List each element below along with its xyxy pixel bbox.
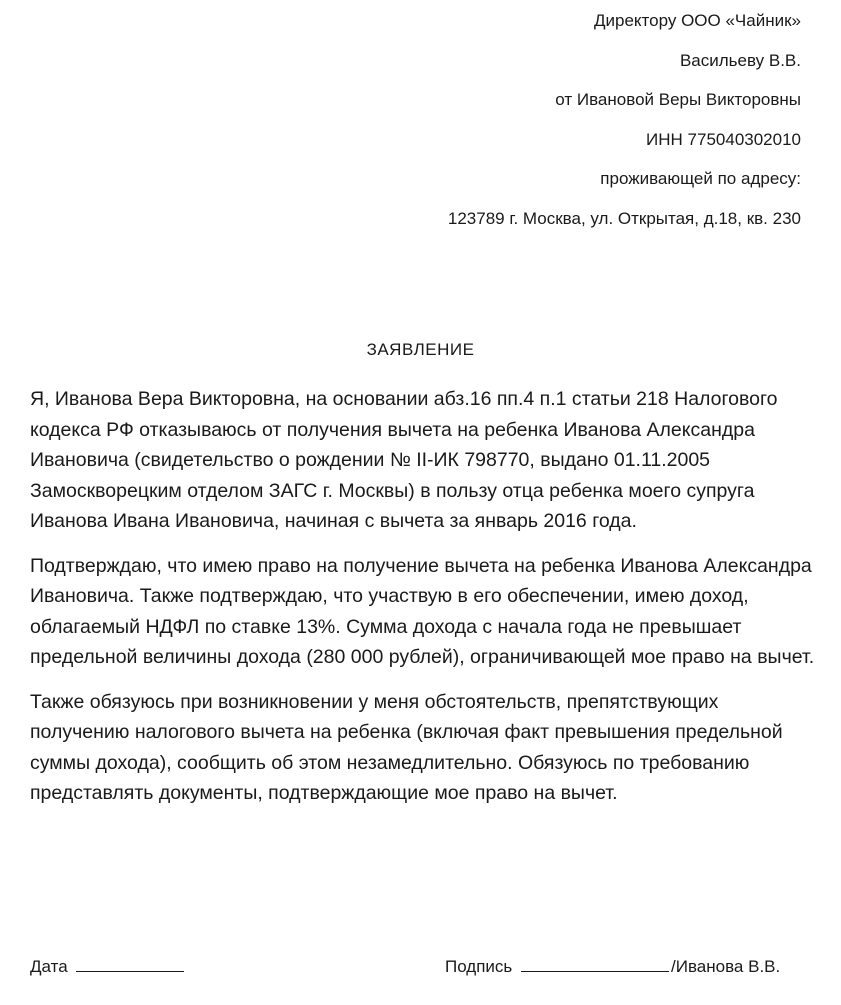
addressee-block: [448, 8, 801, 245]
signature-name: /Иванова В.В.: [671, 957, 781, 976]
signature-blank-line: [521, 955, 669, 972]
date-label: Дата: [30, 957, 68, 976]
sender-line-inn: ИНН 775040302010: [646, 129, 801, 149]
date-field: [30, 955, 184, 977]
signature-label: Подпись: [445, 957, 513, 976]
signature-field: [445, 955, 780, 977]
date-blank-line: [76, 955, 184, 972]
paragraph-confirmation: Подтверждаю, что имею право на получение вычета на ребенка Иванова Александра Ивановича. Также подтверждаю, что участвую в его обеспечении, имею доход, облагаемый НДФЛ по ставке 13%. Сумма дохода с начала года не превышает предельной величины дохода (280 000 рублей), ограничивающей мое право на вычет.: [30, 554, 815, 668]
addressee-line-director: Директору ООО «Чайник»: [594, 11, 801, 30]
sender-line-address: 123789 г. Москва, ул. Открытая, д.18, кв. 230: [447, 208, 801, 228]
paragraph-obligation: Также обязуюсь при возникновении у меня обстоятельств, препятствующих получению налогового вычета на ребенка (включая факт превышения предельной суммы дохода), сообщить об этом незамедлительно. Обязуюсь по требованию представлять документы, подтверждающие мое право на вычет.: [30, 690, 783, 804]
addressee-line-name: Васильеву В.В.: [679, 50, 801, 70]
sender-line-name: от Ивановой Веры Викторовны: [555, 90, 801, 109]
sender-line-address-label: проживающей по адресу:: [600, 169, 801, 188]
document-title: ЗАЯВЛЕНИЕ: [366, 340, 475, 359]
paragraph-refusal: Я, Иванова Вера Викторовна, на основании абз.16 пп.4 п.1 статьи 218 Налогового кодекса РФ отказываюсь от получения вычета на ребенка Иванова Александра Ивановича (свидетельство о рождении № II-ИК 798770, выдано 01.11.2005 Замоскворецким отделом ЗАГС г. Москвы) в пользу отца ребенка моего супруга Иванова Ивана Ивановича, начиная с вычета за январь 2016 года.: [30, 388, 778, 532]
document-body: [30, 384, 820, 823]
